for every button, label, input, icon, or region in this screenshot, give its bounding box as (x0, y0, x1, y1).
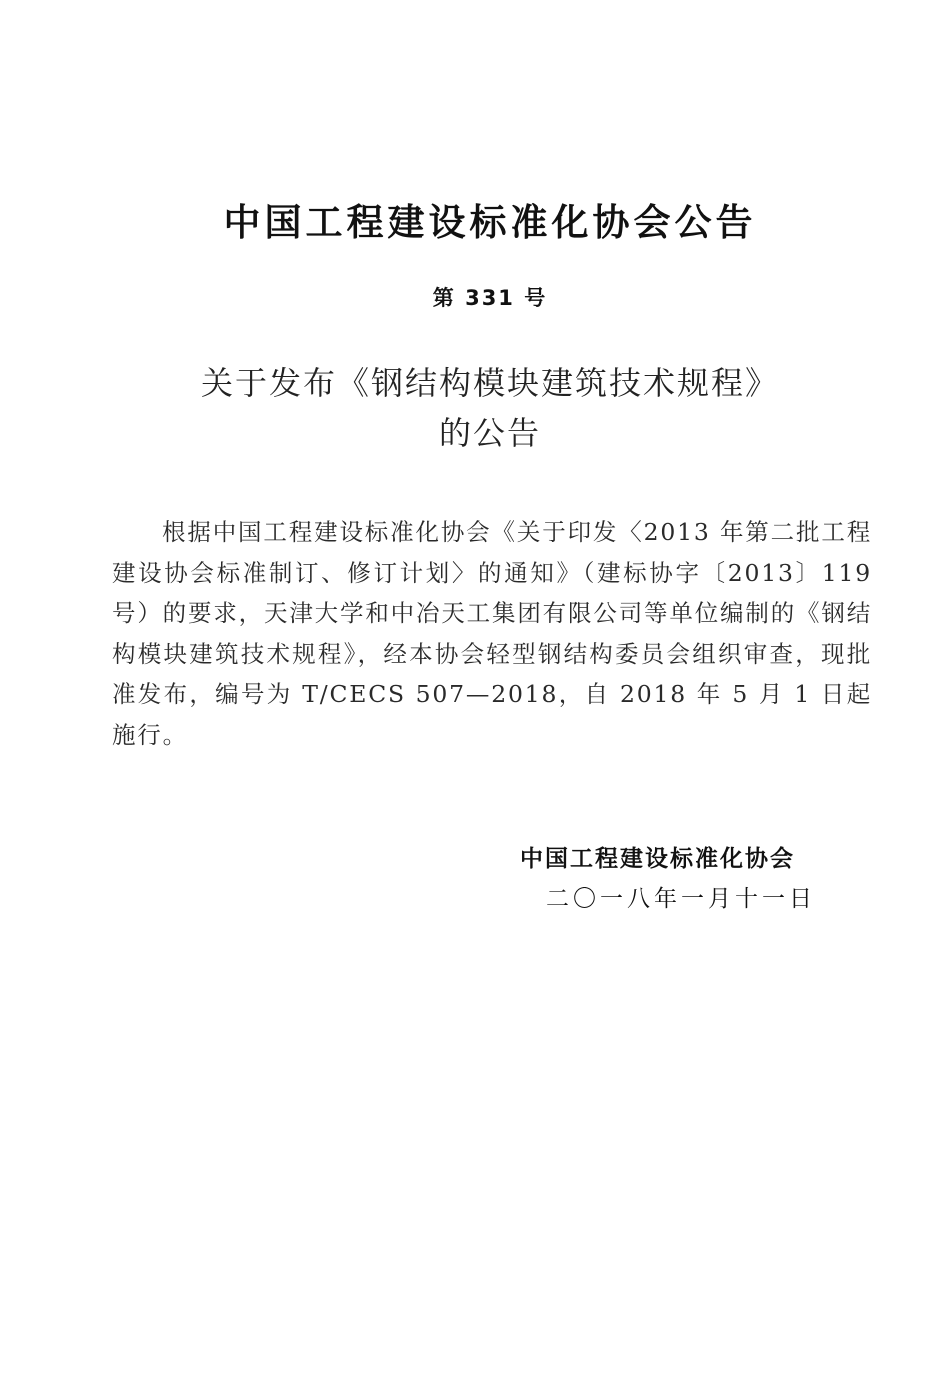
signature-date: 二〇一八年一月十一日 (546, 886, 816, 912)
announcement-body: 根据中国工程建设标准化协会《关于印发〈2013 年第二批工程建设协会标准制订、修订计划〉的通知》（建标协字〔2013〕119号）的要求，天津大学和中冶天工集团有限公司等单位编制的《钢结构模块建筑技术规程》，经本协会轻型钢结构委员会组织审查，现批准发布，编号为 T/CECS 507—2018，自 2018 年 5 月 1 日起施行。 (112, 518, 872, 749)
subtitle-line-2: 的公告 (438, 414, 541, 452)
announcement-title: 中国工程建设标准化协会公告 (223, 201, 757, 244)
subtitle-line-1: 关于发布《钢结构模块建筑技术规程》 (200, 364, 779, 402)
signature-organization: 中国工程建设标准化协会 (520, 846, 795, 872)
signature-block (520, 842, 850, 916)
announcement-number: 第 331 号 (432, 286, 548, 310)
announcement-subtitle (0, 358, 950, 458)
